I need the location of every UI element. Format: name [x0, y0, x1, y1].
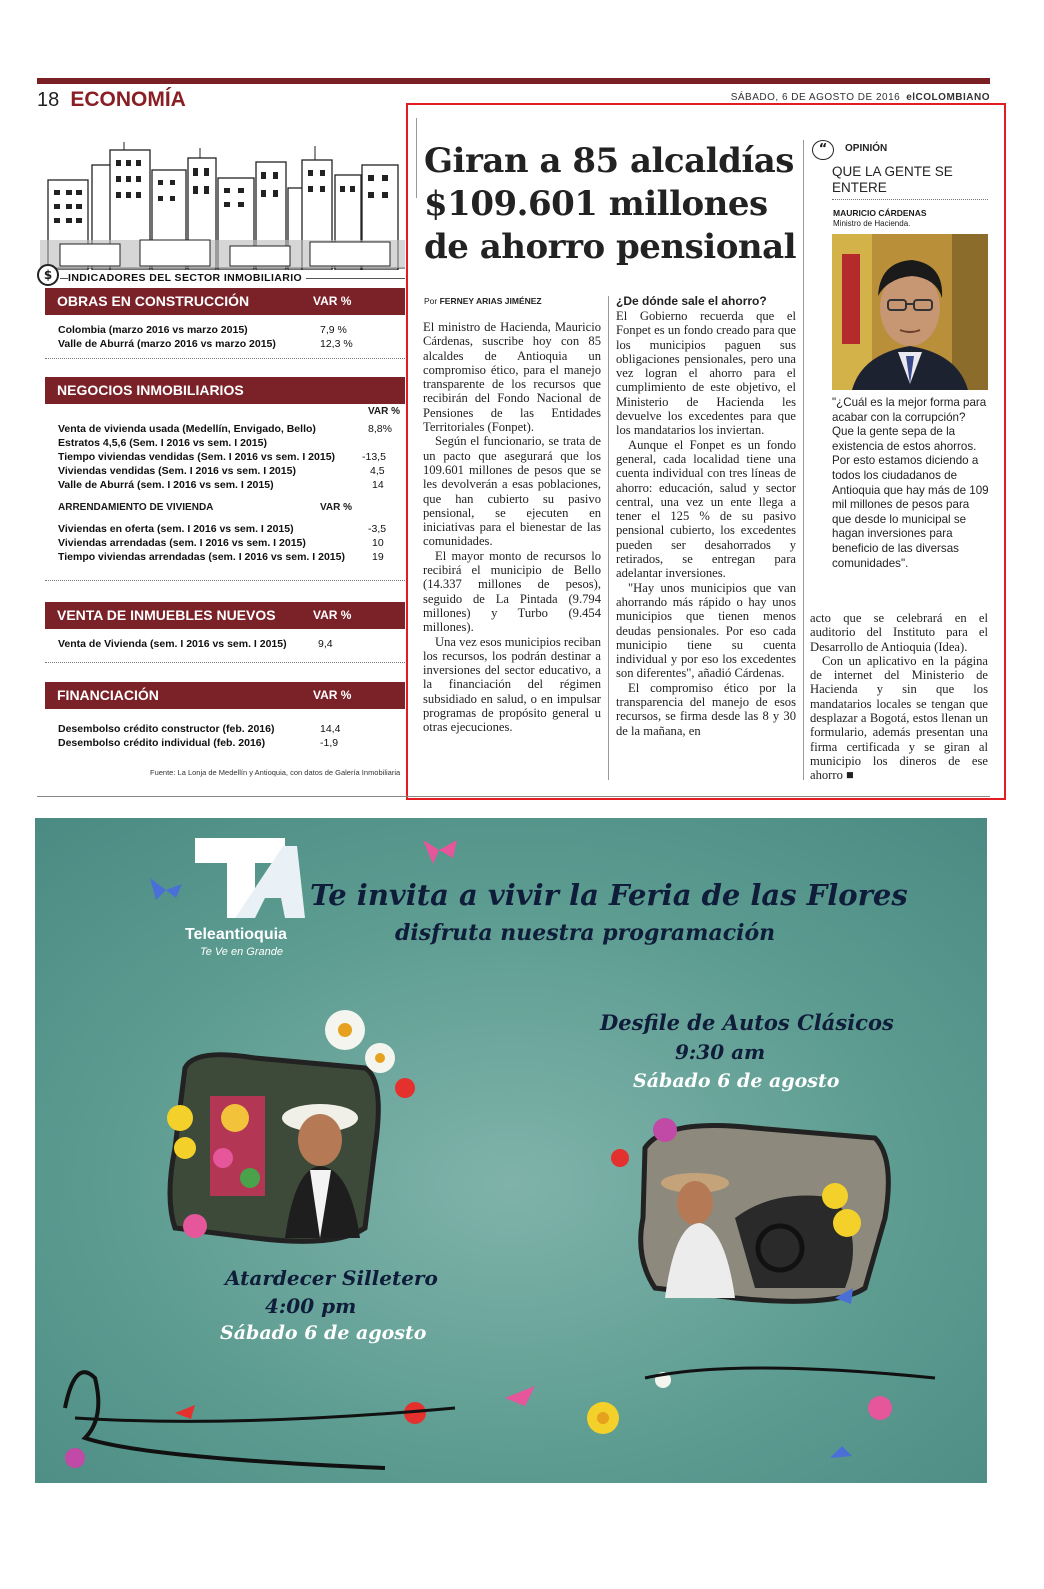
indicator-row — [58, 464, 403, 478]
category-bar-negocios — [45, 377, 405, 404]
row-label: Valle de Aburrá (sem. I 2016 vs sem. I 2015) — [58, 479, 274, 491]
date: SÁBADO, 6 DE AGOSTO DE 2016 — [730, 92, 901, 103]
indicator-row — [58, 422, 403, 436]
ad-subheadline: disfruta nuestra programación — [395, 920, 776, 946]
row-label: Tiempo viviendas arrendadas (sem. I 2016 vs sem. I 2015) — [58, 551, 345, 563]
negocios-rows — [58, 422, 403, 492]
var-label: VAR % — [313, 688, 352, 702]
indicator-row — [58, 550, 403, 564]
paragraph: Con un aplicativo en la página de internet del Ministerio de Hacienda y sin que los mandatarios locales se tengan que desplazar a Bogotá, estos llenan un formulario, además presentan una firma certificada y se giran al municipio los dineros de ese ahorro ■ — [810, 653, 988, 783]
var-label: VAR % — [313, 608, 352, 622]
byline-prefix: Por — [424, 296, 438, 306]
row-label: Estratos 4,5,6 (Sem. I 2016 vs sem. I 2015) — [58, 437, 267, 449]
author-name: FERNEY ARIAS JIMÉNEZ — [439, 296, 542, 306]
indicator-row — [58, 722, 403, 736]
article-headline: Giran a 85 alcaldías $109.601 millones de ahorro pensional — [424, 141, 797, 267]
indicator-row — [58, 450, 403, 464]
indicator-row — [58, 536, 403, 550]
paragraph: El compromiso ético por la transparencia del manejo de esos recursos, se firma desde las 8 y 30 de la mañana, en — [616, 680, 796, 738]
indicator-row — [58, 478, 403, 492]
author-portrait — [832, 234, 988, 390]
row-label: Tiempo viviendas vendidas (Sem. I 2016 vs sem. I 2015) — [58, 451, 336, 463]
dateline — [731, 92, 990, 103]
opinion-title: QUE LA GENTE SE ENTERE — [832, 164, 953, 195]
indicator-row — [58, 637, 403, 651]
paragraph: Una vez esos municipios reciban los recursos, los podrán destinar a inversiones del sector educativo, a la financiación del régimen subsidiado en salud, o en impulsar programas de propósito general u otras ejecuciones. — [423, 634, 601, 735]
article-column-3 — [810, 611, 988, 783]
paragraph: "Hay unos municipios que van ahorrando más rápido o hay unos municipios que tienen menos deudas pensionales. Por eso cada municipio tiene su cuenta individual y por eso los excedentes son diferentes", añadió Cárdenas. — [616, 580, 796, 681]
row-value: 14 — [372, 479, 384, 491]
row-label: Viviendas vendidas (Sem. I 2016 vs sem. I 2015) — [58, 465, 296, 477]
opinion-author: MAURICIO CÁRDENAS — [833, 208, 927, 218]
category-bar-financiacion — [45, 682, 405, 709]
category-bar-obras — [45, 288, 405, 315]
divider — [416, 118, 417, 198]
row-value: 9,4 — [318, 638, 333, 650]
divider — [803, 140, 804, 780]
teleantioquia-advert — [35, 818, 987, 1483]
event-2-name: Desfile de Autos Clásicos — [600, 1010, 894, 1035]
source-note: Fuente: La Lonja de Medellín y Antioquia, con datos de Galería Inmobiliaria — [150, 768, 401, 777]
row-label: Viviendas en oferta (sem. I 2016 vs sem. I 2015) — [58, 523, 294, 535]
divider — [608, 296, 609, 780]
row-value: 12,3 % — [320, 338, 353, 350]
row-value: 7,9 % — [320, 324, 347, 336]
row-value: 14,4 — [320, 723, 341, 735]
row-label: Valle de Aburrá (marzo 2016 vs marzo 2015) — [58, 338, 276, 350]
indicator-row — [58, 337, 403, 351]
page-number: 18 — [37, 89, 60, 111]
row-label: Viviendas arrendadas (sem. I 2016 vs sem. I 2015) — [58, 537, 306, 549]
category-label: VENTA DE INMUEBLES NUEVOS — [57, 607, 276, 623]
article-column-1 — [423, 320, 601, 735]
paragraph: El Gobierno recuerda que el Fonpet es un fondo creado para que los municipios paguen sus obligaciones pensionales, pero una vez logran el ahorro para el cumplimiento de este objetivo, el Ministerio de Hacienda les devuelve los excedentes para que los mandatarios los inviertan. — [616, 309, 796, 438]
paragraph: acto que se celebrará en el auditorio del Instituto para el Desarrollo de Antioquia (Idea). — [810, 611, 988, 654]
row-label: Desembolso crédito constructor (feb. 2016) — [58, 723, 275, 735]
top-rule — [37, 78, 990, 84]
row-value: -13,5 — [362, 451, 386, 463]
divider — [45, 580, 405, 581]
event-2-time: 9:30 am — [675, 1040, 766, 1064]
divider — [45, 662, 405, 663]
opinion-label: OPINIÓN — [845, 143, 888, 154]
row-value: 8,8% — [368, 423, 392, 435]
event-2-date: Sábado 6 de agosto — [633, 1070, 840, 1092]
event-1-name: Atardecer Silletero — [225, 1266, 438, 1290]
paragraph: El ministro de Hacienda, Mauricio Cárdenas, suscribe hoy con 85 alcaldes de Antioquia un compromiso ético, para el manejo transparente de los recursos que recibirán del Fondo Nacional de Pensiones de las Entidades Territoriales (Fonpet). — [423, 320, 601, 435]
bottom-rule — [37, 796, 990, 797]
venta-rows — [58, 637, 403, 651]
row-label: Colombia (marzo 2016 vs marzo 2015) — [58, 324, 248, 336]
opinion-role: Ministro de Hacienda. — [833, 219, 911, 228]
divider — [832, 199, 988, 200]
brand-name: elCOLOMBIANO — [906, 92, 990, 103]
event-1-time: 4:00 pm — [265, 1294, 357, 1318]
byline — [424, 296, 542, 306]
row-value: 4,5 — [370, 465, 385, 477]
indicator-row — [58, 522, 403, 536]
financiacion-rows — [58, 722, 403, 750]
logo-tagline: Te Ve en Grande — [200, 946, 283, 958]
row-value: -3,5 — [368, 523, 387, 535]
row-label: Venta de Vivienda (sem. I 2016 vs sem. I 2015) — [58, 638, 287, 650]
row-label: Venta de vivienda usada (Medellín, Envigado, Bello) — [58, 423, 316, 435]
row-value: 19 — [372, 551, 384, 563]
article-column-2 — [616, 294, 796, 738]
arrendamiento-rows — [58, 522, 403, 564]
article-subhead: ¿De dónde sale el ahorro? — [616, 294, 767, 308]
ad-headline: Te invita a vivir la Feria de las Flores — [310, 878, 908, 912]
subcategory-label: ARRENDAMIENTO DE VIVIENDA — [58, 502, 214, 513]
var-label: VAR % — [313, 294, 352, 308]
quote-icon: “ — [812, 140, 834, 160]
dollar-icon: $ — [37, 264, 59, 286]
paragraph: Aunque el Fonpet es un fondo general, cada localidad tiene una cuenta individual con tres líneas de ahorro: educación, salud y sector central, una vez un ente llega a tener el 125 % de su pasivo pensional cubierto, los excedentes pueden ser desahorrados y retirados, se entregan para adelantar inversiones. — [616, 437, 796, 581]
indicator-row — [58, 323, 403, 337]
city-skyline-illustration — [40, 140, 405, 270]
indicator-row — [58, 736, 403, 750]
opinion-quote: "¿Cuál es la mejor forma para acabar con la corrupción? Que la gente sepa de la existencia de estos ahorros. Por esto estamos diciendo a todos los ciudadanos de Antioquia que hay más de 109 mil millones de pesos para que desde lo municipal se hagan inversiones para beneficio de las diversas comunidades". — [832, 396, 989, 570]
category-label: NEGOCIOS INMOBILIARIOS — [57, 382, 244, 398]
event-1-date: Sábado 6 de agosto — [220, 1322, 427, 1344]
category-label: FINANCIACIÓN — [57, 687, 159, 703]
paragraph: El mayor monto de recursos lo recibirá el municipio de Bello (14.337 millones de pesos), seguido de La Pintada (9.794 millones) y Turbo (9.454 millones). — [423, 548, 601, 635]
row-label: Desembolso crédito individual (feb. 2016) — [58, 737, 266, 749]
section-title: ECONOMÍA — [70, 88, 186, 111]
indicators-title: INDICADORES DEL SECTOR INMOBILIARIO — [68, 272, 306, 284]
obras-rows — [58, 323, 403, 351]
logo-name: Teleantioquia — [185, 926, 287, 943]
var-label: VAR % — [368, 406, 401, 417]
divider — [45, 358, 405, 359]
category-label: OBRAS EN CONSTRUCCIÓN — [57, 293, 250, 309]
row-value: -1,9 — [320, 737, 339, 749]
paragraph: Según el funcionario, se trata de un pacto que asegurará que los 109.601 millones de pesos que se les devolverán a esas poblaciones, que han cubierto su pasivo pensional, se ejecuten en iniciativas para el bienestar de las comunidades. — [423, 434, 601, 549]
row-value: 10 — [372, 537, 384, 549]
advert-background — [35, 818, 987, 1483]
var-label: VAR % — [320, 502, 353, 513]
indicator-row — [58, 436, 403, 450]
category-bar-venta — [45, 602, 405, 629]
